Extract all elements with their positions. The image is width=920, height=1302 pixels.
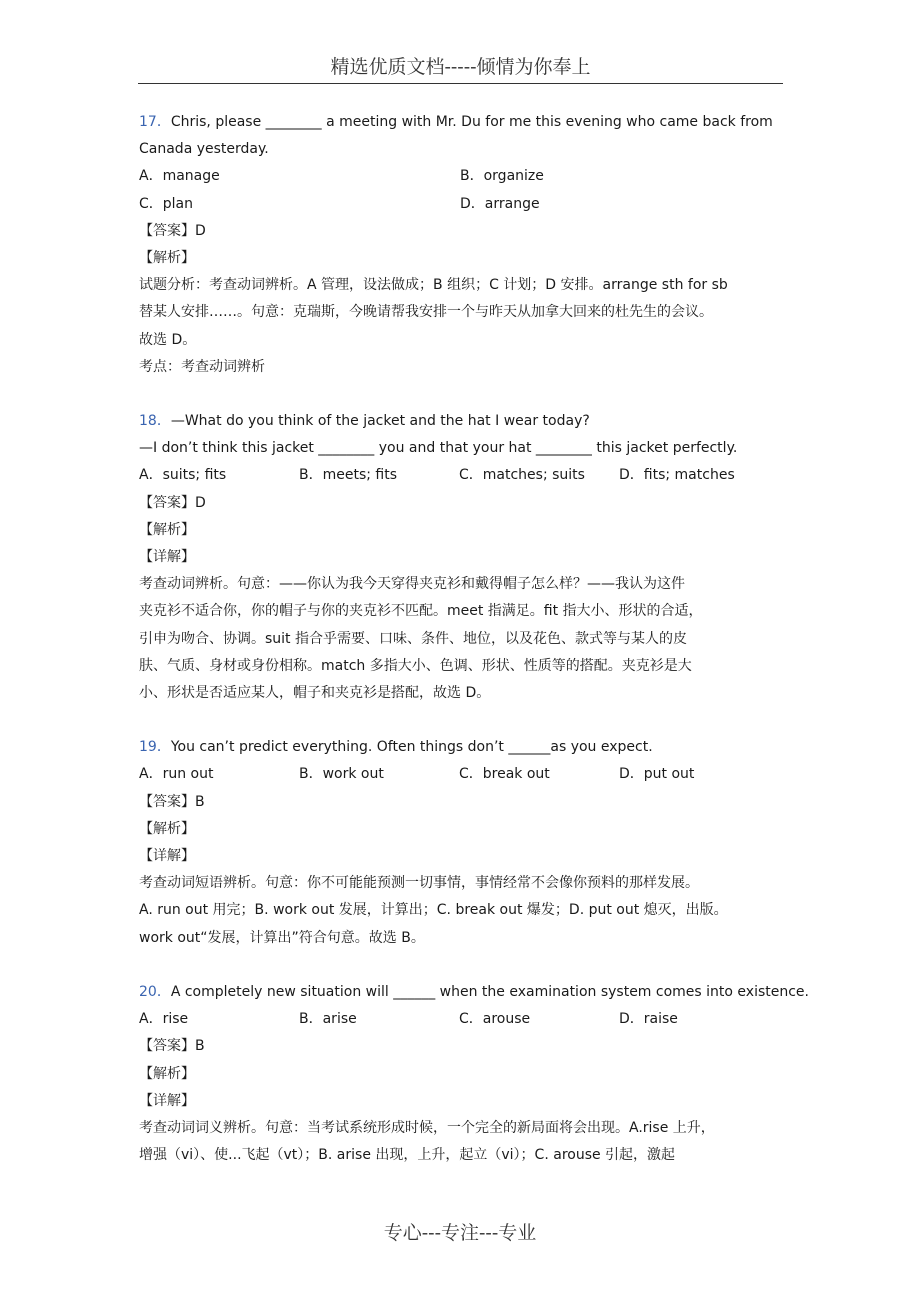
question-text: Chris, please ________ a meeting with Mr. Du for me this evening who came back from [170, 114, 773, 130]
option-b: B．organize [460, 168, 544, 185]
detail-label: 【详解】 [139, 549, 195, 566]
analysis-label: 【解析】 [139, 521, 195, 538]
explanation-line: 试题分析：考查动词辨析。A 管理，设法做成；B 组织；C 计划；D 安排。arrange sth for sb [139, 277, 728, 294]
analysis-label: 【解析】 [139, 1065, 195, 1082]
explanation-line: 替某人安排……。句意：克瑞斯，今晚请帮我安排一个与昨天从加拿大回来的杜先生的会议。 [139, 304, 713, 321]
explanation-line: 考查动词辨析。句意：——你认为我今天穿得夹克衫和戴得帽子怎么样？——我认为这件 [139, 576, 685, 593]
option-a: A．run out [139, 766, 214, 783]
option-d: D．arrange [460, 195, 540, 212]
explanation-line: 肤、气质、身材或身份相称。match 多指大小、色调、形状、性质等的搭配。夹克衫是大 [139, 657, 692, 674]
explanation-line: 考点：考查动词辨析 [139, 358, 265, 375]
option-b: B．meets; fits [299, 467, 398, 484]
options-row [139, 761, 799, 788]
document-body [139, 109, 809, 1196]
options-row [139, 163, 799, 190]
option-c: C．break out [459, 766, 550, 783]
explanation-line: work out“发展，计算出”符合句意。故选 B。 [139, 929, 425, 946]
option-a: A．rise [139, 1011, 189, 1028]
explanation-line: 考查动词词义辨析。句意：当考试系统形成时候，一个完全的新局面将会出现。A.rise 上升， [139, 1119, 715, 1136]
answer: 【答案】B [139, 793, 205, 810]
option-a: A．manage [139, 168, 220, 185]
page-header: 精选优质文档-----倾情为你奉上 [330, 56, 591, 78]
option-d: D．put out [619, 766, 695, 783]
question-19 [139, 734, 799, 952]
question-text: You can’t predict everything. Often things don’t ______as you expect. [170, 739, 653, 756]
question-20 [139, 979, 809, 1169]
option-b: B．work out [299, 766, 384, 783]
page-footer: 专心---专注---专业 [383, 1222, 537, 1244]
detail-label: 【详解】 [139, 1092, 195, 1109]
option-c: C．arouse [459, 1011, 531, 1028]
question-number: 17． [139, 114, 171, 130]
question-text: —I don’t think this jacket ________ you and that your hat ________ this jacket perfectly. [139, 440, 738, 457]
explanation-line: 增强（vi）、使...飞起（vt）；B. arise 出现，上升，起立（vi）；C. arouse 引起，激起 [139, 1147, 676, 1164]
question-18 [139, 408, 799, 707]
options-row [139, 462, 799, 489]
options-row [139, 1006, 799, 1033]
options-row [139, 191, 799, 218]
analysis-label: 【解析】 [139, 250, 195, 267]
option-b: B．arise [299, 1011, 357, 1028]
option-c: C．plan [139, 195, 194, 212]
header-rule [138, 83, 783, 84]
explanation-line: 引申为吻合、协调。suit 指合乎需要、口味、条件、地位，以及花色、款式等与某人的皮 [139, 630, 687, 647]
option-a: A．suits; fits [139, 467, 227, 484]
question-text: Canada yesterday. [139, 141, 269, 158]
analysis-label: 【解析】 [139, 820, 195, 837]
option-d: D．raise [619, 1011, 678, 1028]
answer: 【答案】B [139, 1038, 205, 1055]
explanation-line: 夹克衫不适合你，你的帽子与你的夹克衫不匹配。meet 指满足。fit 指大小、形状的合适， [139, 603, 703, 620]
question-number: 18． [139, 413, 171, 430]
question-17 [139, 109, 799, 381]
explanation-line: 故选 D。 [139, 331, 197, 348]
option-d: D．fits; matches [619, 467, 735, 484]
explanation-line: 小、形状是否适应某人，帽子和夹克衫是搭配，故选 D。 [139, 685, 491, 702]
question-text: —What do you think of the jacket and the hat I wear today? [170, 413, 590, 430]
option-c: C．matches; suits [459, 467, 585, 484]
explanation-line: 考查动词短语辨析。句意：你不可能能预测一切事情，事情经常不会像你预料的那样发展。 [139, 875, 699, 892]
question-number: 20． [139, 983, 171, 1000]
explanation-line: A. run out 用完；B. work out 发展，计算出；C. break out 爆发；D. put out 熄灭，出版。 [139, 902, 728, 919]
detail-label: 【详解】 [139, 848, 195, 865]
answer: 【答案】D [139, 222, 206, 239]
question-number: 19． [139, 739, 171, 756]
answer: 【答案】D [139, 494, 206, 511]
question-text: A completely new situation will ______ when the examination system comes into existence. [170, 983, 809, 1000]
